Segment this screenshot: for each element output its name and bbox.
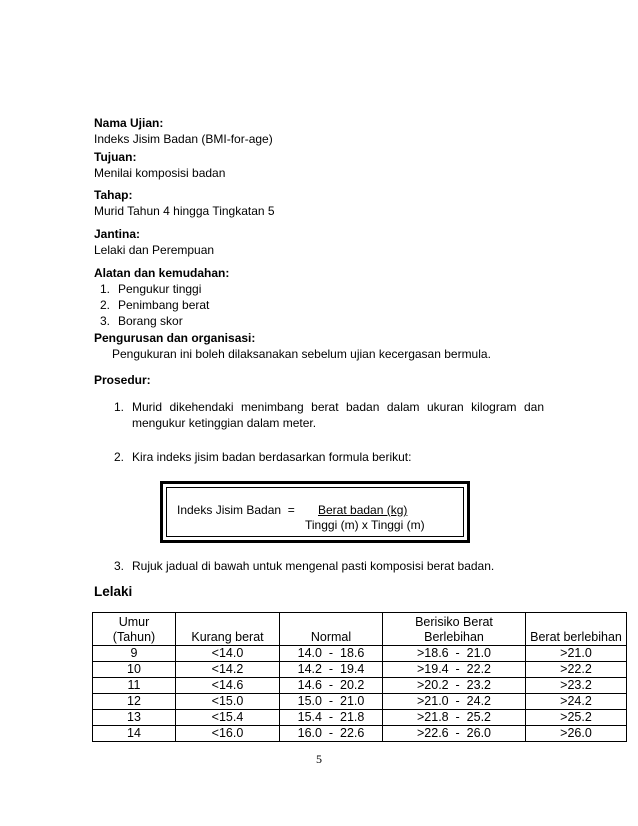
table-row: 10 <14.2 14.2 - 19.4 >19.4 - 22.2 >22.2 (93, 662, 627, 678)
value-nama-ujian: Indeks Jisim Badan (BMI-for-age) (94, 132, 273, 146)
table-header-row (93, 613, 627, 646)
section-pengurusan (94, 330, 491, 362)
label-pengurusan: Pengurusan dan organisasi: (94, 331, 256, 345)
table-title: Lelaki (94, 584, 133, 599)
header-umur: Umur (Tahun) (93, 613, 176, 646)
table-row: 13 <15.4 15.4 - 21.8 >21.8 - 25.2 >25.2 (93, 710, 627, 726)
prosedur-step-3: 3. Rujuk jadual di bawah untuk mengenal pasti komposisi berat badan. (114, 559, 495, 573)
section-jantina (94, 226, 214, 258)
value-tujuan: Menilai komposisi badan (94, 166, 226, 180)
formula-numerator: Berat badan (kg) (318, 503, 408, 517)
formula-label: Indeks Jisim Badan = (177, 503, 295, 517)
prosedur-step-1: 1. Murid dikehendaki menimbang berat badan dalam ukuran kilogram dan mengukur ketinggian dalam meter. (114, 400, 544, 430)
table-row: 12 <15.0 15.0 - 21.0 >21.0 - 24.2 >24.2 (93, 694, 627, 710)
header-berat-berlebihan: Berat berlebihan (526, 613, 627, 646)
bmi-table (92, 612, 627, 742)
table-row: 11 <14.6 14.6 - 20.2 >20.2 - 23.2 >23.2 (93, 678, 627, 694)
formula-denominator: Tinggi (m) x Tinggi (m) (305, 518, 425, 532)
section-tujuan (94, 149, 225, 181)
label-jantina: Jantina: (94, 227, 141, 241)
table-row: 9 <14.0 14.0 - 18.6 >18.6 - 21.0 >21.0 (93, 646, 627, 662)
value-tahap: Murid Tahun 4 hingga Tingkatan 5 (94, 204, 275, 218)
label-tahap: Tahap: (94, 188, 133, 202)
label-tujuan: Tujuan: (94, 150, 137, 164)
section-tahap (94, 187, 275, 219)
label-prosedur: Prosedur: (94, 373, 151, 387)
list-item: 3. Borang skor (100, 314, 183, 328)
table-row: 14 <16.0 16.0 - 22.6 >22.6 - 26.0 >26.0 (93, 726, 627, 742)
list-item: 1. Pengukur tinggi (100, 282, 202, 296)
list-item: 2. Penimbang berat (100, 298, 210, 312)
header-berisiko: Berisiko Berat Berlebihan (383, 613, 526, 646)
header-normal: Normal (280, 613, 383, 646)
formula-box (160, 481, 470, 543)
value-jantina: Lelaki dan Perempuan (94, 243, 215, 257)
label-nama-ujian: Nama Ujian: (94, 116, 164, 130)
section-alatan (94, 265, 229, 329)
value-pengurusan: Pengukuran ini boleh dilaksanakan sebelum ujian kecergasan bermula. (112, 347, 491, 361)
alatan-list (94, 281, 229, 329)
prosedur-step-2: 2. Kira indeks jisim badan berdasarkan formula berikut: (114, 450, 412, 464)
section-nama-ujian (94, 115, 273, 147)
label-alatan: Alatan dan kemudahan: (94, 266, 230, 280)
page-number: 5 (316, 752, 322, 766)
header-kurang-berat: Kurang berat (176, 613, 280, 646)
